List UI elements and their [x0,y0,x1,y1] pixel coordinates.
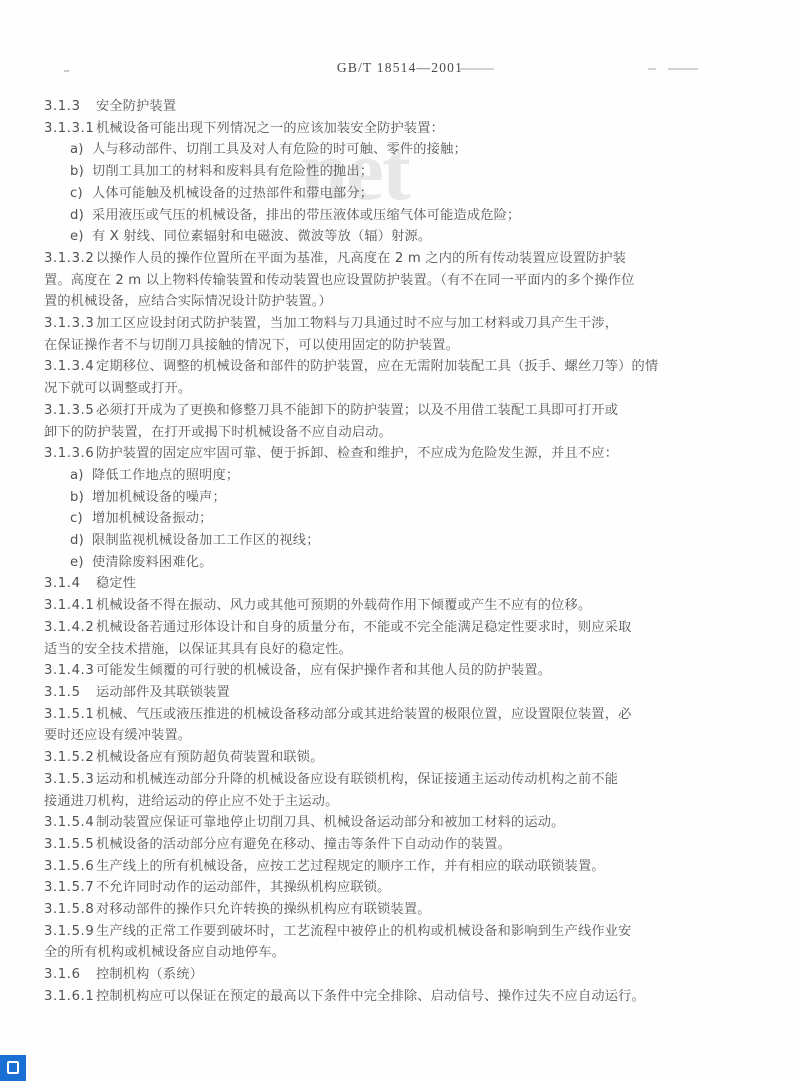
clause-number: 3.1.5 [44,684,81,700]
document-line [44,530,756,552]
clause-number: 3.1.5.6 [44,858,95,874]
clause-number: 3.1.4.2 [44,619,95,635]
document-line [44,400,756,422]
clause-number: 3.1.3.4 [44,359,95,375]
clause-number: 3.1.5.3 [44,771,95,787]
clause-text: 增加机械设备的噪声； [92,489,226,505]
document-line [44,682,756,704]
document-line [44,465,756,487]
clause-number: e) [70,229,84,245]
document-line [44,747,756,769]
document-line [44,573,756,595]
clause-number: 3.1.3.5 [44,402,95,418]
document-line [44,704,756,726]
clause-text: 不允许同时动作的运动部件，其操纵机构应联锁。 [96,880,391,896]
document-line [44,378,756,400]
clause-text: 要时还应设有缓冲装置。 [44,728,192,744]
document-line [44,552,756,574]
clause-number: a) [70,467,84,483]
clause-text: 机械设备应有预防超负荷装置和联锁。 [96,750,324,766]
document-line [44,270,756,292]
document-line [44,291,756,313]
document-line [44,226,756,248]
clause-number: 3.1.4.3 [44,663,95,679]
clause-text: 置。高度在 2 m 以上物料传输装置和传动装置也应设置防护装置。（有不在同一平面内的多个操作位 [44,272,635,288]
document-line [44,161,756,183]
document-line [44,725,756,747]
clause-text: 安全防护装置 [96,99,177,114]
clause-number: 3.1.6.1 [44,988,95,1004]
clause-text: 运动和机械连动部分升降的机械设备应设有联锁机构，保证接通主运动传动机构之前不能 [96,771,619,787]
clause-number: 3.1.5.1 [44,706,95,722]
clause-text: 人体可能触及机械设备的过热部件和带电部分； [92,185,374,201]
clause-number: 3.1.5.9 [44,923,95,939]
clause-text: 增加机械设备振动； [92,511,213,527]
clause-number: d) [70,207,84,223]
clause-text: 接通进刀机构，进给运动的停止应不处于主运动。 [44,793,339,809]
clause-text: 运动部件及其联锁装置 [96,684,230,700]
document-line [44,769,756,791]
document-line [44,205,756,227]
document-line [44,877,756,899]
document-line [44,443,756,465]
clause-text: 全的所有机构或机械设备应自动地停车。 [44,945,285,961]
app-logo-icon [0,1055,26,1081]
clause-number: c) [70,185,83,201]
clause-text: 机械设备可能出现下列情况之一的应该加装安全防护装置： [96,120,445,136]
clause-text: 置的机械设备，应结合实际情况设计防护装置。） [44,294,332,310]
clause-text: 机械设备若通过形体设计和自身的质量分布，不能或不完全能满足稳定性要求时，则应采取 [96,619,632,635]
document-line [44,139,756,161]
clause-number: e) [70,554,84,570]
clause-number: c) [70,511,83,527]
document-line [44,986,756,1008]
document-line [44,422,756,444]
document-line [44,639,756,661]
clause-text: 以操作人员的操作位置所在平面为基准，凡高度在 2 m 之内的所有传动装置应设置防护装 [96,250,627,266]
clause-text: 降低工作地点的照明度； [92,467,240,483]
clause-text: 卸下的防护装置，在打开或揭下时机械设备不应自动启动。 [44,424,393,440]
clause-text: 必须打开成为了更换和修整刀具不能卸下的防护装置；以及不用借工装配工具即可打开或 [96,402,619,418]
clause-text: 定期移位、调整的机械设备和部件的防护装置，应在无需附加装配工具（扳手、螺丝刀等）的情 [96,359,659,375]
document-body [44,96,756,1008]
clause-text: 对移动部件的操作只允许转换的操纵机构应有联锁装置。 [96,902,431,918]
clause-text: 有 X 射线、同位素辐射和电磁波、微波等放（辐）射源。 [92,229,432,245]
clause-number: 3.1.4.1 [44,598,95,614]
document-line [44,508,756,530]
clause-number: 3.1.3.2 [44,250,95,266]
clause-text: 机械设备不得在振动、风力或其他可预期的外载荷作用下倾覆或产生不应有的位移。 [96,598,592,614]
clause-text: 机械设备的活动部分应有避免在移动、撞击等条件下自动动作的装置。 [96,836,512,852]
clause-number: 3.1.3.1 [44,120,95,136]
clause-text: 可能发生倾覆的可行驶的机械设备，应有保护操作者和其他人员的防护装置。 [96,663,552,679]
clause-number: b) [70,489,84,505]
document-line [44,183,756,205]
watermark: net [300,122,409,218]
document-line [44,313,756,335]
clause-text: 机械、气压或液压推进的机械设备移动部分或其进给装置的极限位置，应设置限位装置，必 [96,706,632,722]
clause-number: 3.1.3 [44,99,81,114]
document-line [44,118,756,140]
clause-number: b) [70,164,84,180]
clause-text: 加工区应设封闭式防护装置，当加工物料与刀具通过时不应与加工材料或刀具产生干涉， [96,316,619,332]
document-line [44,617,756,639]
document-line [44,660,756,682]
clause-number: 3.1.5.7 [44,880,95,896]
clause-number: 3.1.5.5 [44,836,95,852]
clause-text: 切削工具加工的材料和废料具有危险性的抛出； [92,164,374,180]
clause-number: 3.1.3.6 [44,446,95,462]
document-line [44,791,756,813]
clause-number: 3.1.3.3 [44,316,95,332]
page-header: GB/T 18514—2001 [336,60,464,75]
clause-number: a) [70,142,84,158]
clause-text: 控制机构应可以保证在预定的最高以下条件中完全排除、启动信号、操作过失不应自动运行。 [96,988,645,1004]
clause-number: 3.1.6 [44,967,81,983]
clause-text: 采用液压或气压的机械设备，排出的带压液体或压缩气体可能造成危险； [92,207,521,223]
clause-text: 适当的安全技术措施，以保证其具有良好的稳定性。 [44,641,352,657]
clause-text: 况下就可以调整或打开。 [44,381,192,397]
document-line [44,335,756,357]
document-line [44,248,756,270]
document-line [44,856,756,878]
clause-text: 在保证操作者不与切削刀具接触的情况下，可以使用固定的防护装置。 [44,337,460,353]
document-line [44,96,756,118]
document-line [44,356,756,378]
document-line [44,487,756,509]
clause-text: 生产线上的所有机械设备，应按工艺过程规定的顺序工作，并有相应的联动联锁装置。 [96,858,605,874]
document-line [44,964,756,986]
clause-number: d) [70,533,84,549]
clause-text: 控制机构（系统） [96,967,204,983]
clause-text: 稳定性 [96,576,137,592]
document-line [44,812,756,834]
clause-text: 限制监视机械设备加工工作区的视线； [92,533,320,549]
clause-text: 使清除废料困难化。 [92,554,213,570]
document-line [44,595,756,617]
clause-text: 生产线的正常工作要到破坏时，工艺流程中被停止的机构或机械设备和影响到生产线作业安 [96,923,632,939]
clause-text: 制动装置应保证可靠地停止切削刀具、机械设备运动部分和被加工材料的运动。 [96,815,565,831]
clause-number: 3.1.5.8 [44,902,95,918]
clause-text: 人与移动部件、切削工具及对人有危险的时可触、零件的接触； [92,142,467,158]
document-line [44,921,756,943]
document-line [44,899,756,921]
document-line [44,942,756,964]
clause-number: 3.1.5.2 [44,750,95,766]
clause-number: 3.1.5.4 [44,815,95,831]
clause-text: 防护装置的固定应牢固可靠、便于拆卸、检查和维护，不应成为危险发生源，并且不应： [96,446,619,462]
clause-number: 3.1.4 [44,576,81,592]
document-line [44,834,756,856]
